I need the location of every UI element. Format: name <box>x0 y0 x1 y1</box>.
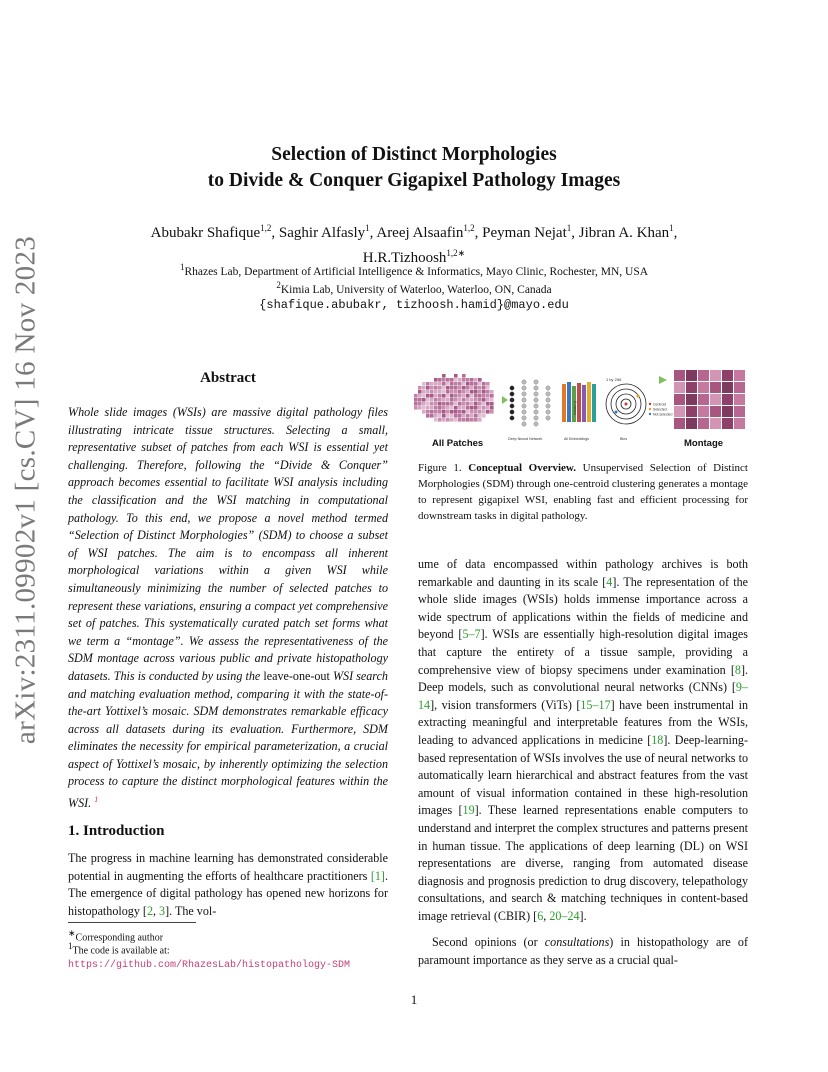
text-run: The progress in machine learning has demonstrated considerable potential in augmenting the efforts of healthcare practitioners <box>68 851 388 883</box>
abstract-text: Whole slide images (WSIs) are massive digital pathology files illustrating intricate tissue structures. Selecting a small, representative subset of patches from each WSI is essential yet challenging. Therefore, following the “Divide & Conquer” approach becomes essential to facilitate WSI analysis including the classification and the WSI matching in computational pathology. To this end, we propose a novel method termed “Selection of Distinct Morphologies” (SDM) to choose a subset of WSI patches. The aim is to encompass all inherent morphological variations within a given WSI while simultaneously minimizing the number of selected patches to represent these variations, ensuring a compact yet comprehensive set of patches. This systematically curated patch set forms what we term a “montage”. We assess the representativeness of the SDM montage across various public and private histopathology datasets. This is conducted by using the <box>68 405 388 683</box>
abstract-heading: Abstract <box>200 370 256 386</box>
text-run: , <box>153 903 160 918</box>
caption-text: Unsupervised Selection of Distinct Morphologies (SDM) through one-centroid clustering generates a montage to represent gigapixel WSI, enabling fast and efficient processing for downstream tasks in digital pathology. <box>418 462 748 522</box>
citation-link[interactable]: 5–7 <box>462 627 481 642</box>
text-run: , <box>543 908 550 923</box>
neural-network-diagram <box>510 380 550 426</box>
footnote-sup: ∗ <box>68 928 76 938</box>
citation-link[interactable]: 3 <box>159 903 166 918</box>
figure-1 <box>412 368 748 454</box>
text-run: ]. WSIs are essentially high-resolution digital images that capture the entirety of a tissue sample, providing a comprehensive view of biopsy specimens under examination [ <box>418 627 748 677</box>
footnote-ref[interactable]: 1 <box>94 795 99 805</box>
footnote-text: Corresponding author <box>75 932 164 944</box>
legend-centroid: Centroid <box>653 402 667 407</box>
title-line-1: Selection of Distinct Morphologies <box>271 144 557 165</box>
author-sup: 1,2 <box>260 223 272 233</box>
figure-sub-dnn: Deep Neural Network <box>508 437 543 441</box>
abstract-text: WSI search and matching evaluation method, comparing it with the state-of-the-art Yottixel’s mosaic. SDM demonstrates remarkable efficacy across all datasets during its evaluation. Furthermore, SDM eliminates the necessity for empirical parameterization, a crucial aspect of Yottixel’s mosaic, by inherently optimizing the selection process to capture the distinct morphological features within the WSI. <box>68 668 388 811</box>
author-sup: 1,2 <box>463 223 475 233</box>
right-column-paragraph-2 <box>418 934 748 969</box>
caption-bold: Conceptual Overview. <box>468 462 577 474</box>
montage-grid <box>674 370 745 429</box>
text-run: . The emergence of digital pathology has opened new horizons for histopathology [ <box>68 868 388 918</box>
citation-link[interactable]: [1] <box>370 868 385 883</box>
author-name: Jibran A. Khan <box>578 225 670 241</box>
figure-1-graphic <box>412 368 748 454</box>
text-run: ], vision transformers (ViTs) [ <box>430 697 581 712</box>
text-run: ]. The representation of the whole slide images (WSIs) holds immense importance across a wide spectrum of applications within the fields of medicine and beyond [ <box>418 574 749 642</box>
affiliation-sup: 2 <box>276 280 281 290</box>
author-sup: 1 <box>669 223 674 233</box>
italic-run: consultations <box>544 935 610 949</box>
arxiv-id: arXiv:2311.09902v1 [cs.CV] 16 Nov 2023 <box>9 235 42 745</box>
citation-link[interactable]: 6 <box>537 908 544 923</box>
citation-link[interactable]: 15–17 <box>580 697 611 712</box>
figure-1-caption <box>418 460 748 524</box>
arrow-icon <box>659 376 667 384</box>
text-run: Second opinions (or <box>432 935 545 949</box>
intro-heading: 1. Introduction <box>68 823 165 839</box>
affiliation-1 <box>100 262 728 278</box>
arxiv-stamp <box>4 235 48 745</box>
citation-link[interactable]: 8 <box>734 662 741 677</box>
footnote-1 <box>68 939 390 973</box>
affiliation-sup: 1 <box>179 262 185 272</box>
citation-link[interactable]: 4 <box>606 574 613 589</box>
footnote-divider <box>68 922 196 923</box>
page-number: 1 <box>410 992 418 1007</box>
text-run: ) in histopathology are of paramount importance as they serve as a crucial qual- <box>418 935 748 967</box>
figure-label-montage: Montage <box>684 438 724 449</box>
author-name: Abubakr Shafique <box>150 225 261 241</box>
author-name: Areej Alsaafin <box>376 225 464 241</box>
footnote-text: The code is available at: <box>72 945 170 957</box>
caption-label: Figure 1. <box>418 462 462 474</box>
footnote-sup: 1 <box>68 941 73 951</box>
affiliation-2 <box>100 280 728 296</box>
citation-link[interactable]: 2 <box>146 903 153 918</box>
affiliation-text: Rhazes Lab, Department of Artificial Intelligence & Informatics, Mayo Clinic, Rochester, MN, USA <box>184 265 649 278</box>
author-list: Abubakr Shafique$^{1,2}$, Saghir Alfasly$^1$, Areej Alsaafin$^{1,2}$, Peyman Nejat$^1$, Jibran A. Khan$^1$, H.R.Tizhoosh$^{1,2∗}$ <box>150 223 678 266</box>
author-sup: 1,2∗ <box>446 248 466 258</box>
author-sup: 1 <box>365 223 370 233</box>
figure-sub-emb: All Embeddings <box>564 437 589 441</box>
right-column-paragraph-1 <box>418 556 748 925</box>
author-name: H.R.Tizhoosh <box>362 250 447 266</box>
author-name: Saghir Alfasly <box>278 225 366 241</box>
citation-link[interactable]: 20–24 <box>549 908 580 923</box>
citation-link[interactable]: 9–14 <box>418 680 748 712</box>
abstract-nonitalic: leave-one-out <box>263 668 330 683</box>
figure-sub-top: 1 by 256 <box>606 377 622 382</box>
author-emails: {shafique.abubakr, tizhoosh.hamid}@mayo.edu <box>259 298 569 312</box>
text-run: ]. <box>579 908 587 923</box>
all-patches-image <box>414 374 494 422</box>
citation-link[interactable]: 19 <box>462 803 475 818</box>
legend-not-selected: Not selected <box>653 412 673 417</box>
embeddings-diagram <box>562 382 596 422</box>
affiliation-text: Kimia Lab, University of Waterloo, Waterloo, ON, Canada <box>280 283 552 296</box>
arrow-icon <box>502 396 508 404</box>
intro-body <box>68 850 388 920</box>
text-run: ]. The vol- <box>165 903 217 918</box>
text-run: ]. Deep-learning-based representation of WSIs involves the use of neural networks to automatically learn hierarchical and abstract features from the vast amount of visual information contained in these high-resolution images [ <box>418 732 748 818</box>
abstract-body <box>68 404 388 813</box>
text-run: ] have been instrumental in extracting meaningful and interpretable features from the WSIs, leading to advanced applications in medicine [ <box>418 697 748 747</box>
figure-sub-kmeans: K-means <box>573 401 577 416</box>
text-run: ume of data encompassed within pathology archives is both remarkable and daunting in its scale [ <box>418 557 748 589</box>
bins-diagram <box>606 377 673 424</box>
title-line-2: to Divide & Conquer Gigapixel Pathology Images <box>207 170 621 191</box>
code-link[interactable]: https://github.com/RhazesLab/histopathology-SDM <box>68 960 351 972</box>
text-run: ]. These learned representations enable computers to understand and interpret the complex structures and patterns present in human tissue. The applications of deep learning (DL) on WSI representations are diverse, ranging from automated disease diagnosis and prognosis prediction to drug discovery, telepathology consultations, and search & matching techniques in content-based image retrieval (CBIR) [ <box>418 803 749 923</box>
legend-selected: Selected <box>653 407 667 412</box>
figure-sub-bins: Bins <box>620 437 627 441</box>
author-sup: 1 <box>566 223 572 233</box>
text-run: ]. Deep models, such as convolutional neural networks (CNNs) [ <box>418 662 748 695</box>
author-name: Peyman Nejat <box>482 225 567 241</box>
citation-link[interactable]: 18 <box>651 732 664 747</box>
paper-title <box>100 142 728 194</box>
figure-label-all-patches: All Patches <box>432 438 484 449</box>
